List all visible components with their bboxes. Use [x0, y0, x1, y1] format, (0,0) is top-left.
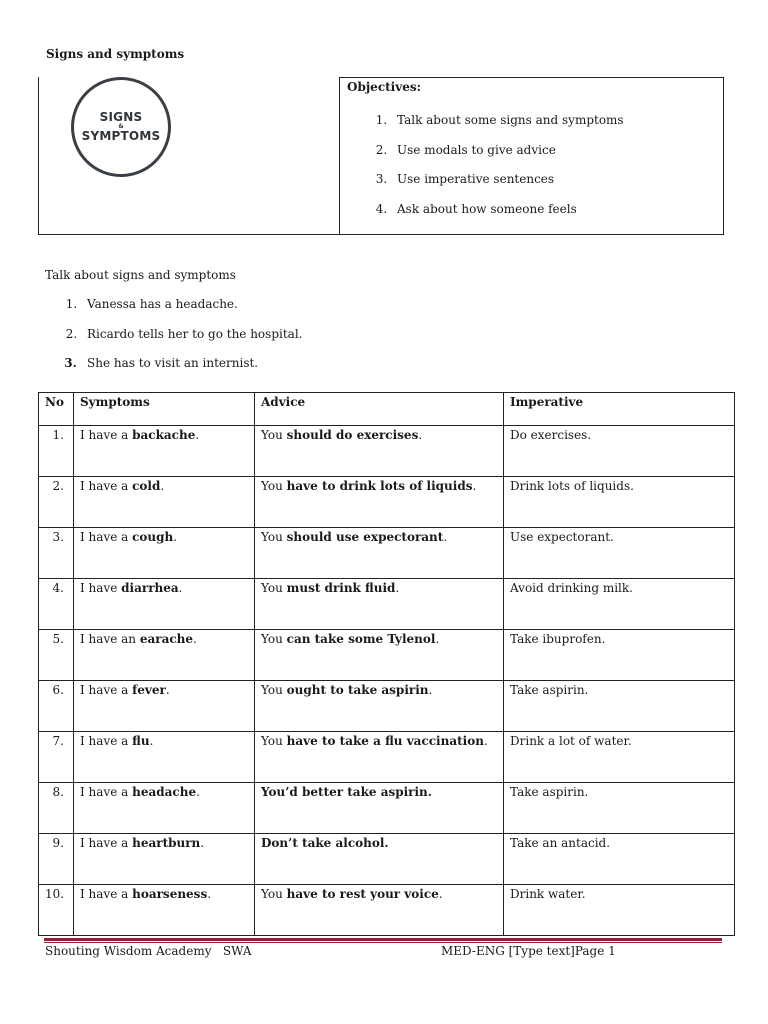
cell-no: 6.	[39, 681, 74, 732]
symptom-keyword: fever	[132, 683, 166, 697]
logo-line1: SIGNS	[99, 110, 143, 125]
table-header-row	[39, 393, 735, 426]
box-divider	[339, 77, 340, 234]
cell-symptom	[74, 579, 255, 630]
cell-no: 1.	[39, 426, 74, 477]
cell-advice	[255, 783, 504, 834]
advice-punct: .	[418, 428, 423, 442]
header-advice: Advice	[255, 393, 504, 426]
header-imperative: Imperative	[504, 393, 735, 426]
symptom-text: I have a	[80, 530, 133, 544]
table-row	[39, 732, 735, 783]
logo-line2: SYMPTOMS	[81, 129, 161, 144]
symptom-punct: .	[178, 581, 183, 595]
symptom-punct: .	[207, 887, 212, 901]
symptom-keyword: backache	[132, 428, 196, 442]
objectives-box	[38, 77, 724, 235]
symptom-punct: .	[193, 632, 197, 646]
footer-rule-thin	[44, 942, 722, 943]
symptom-text: I have	[80, 581, 122, 595]
symptom-text: I have a	[80, 734, 133, 748]
advice-keyword: ought to take aspirin	[286, 683, 429, 697]
table-row	[39, 426, 735, 477]
table-row	[39, 630, 735, 681]
symptom-punct: .	[149, 734, 154, 748]
cell-no: 9.	[39, 834, 74, 885]
objective-item: 2. Use modals to give advice	[391, 143, 717, 157]
header-no: No	[39, 393, 74, 426]
cell-symptom	[74, 528, 255, 579]
footer-rule-thick	[44, 938, 722, 941]
advice-keyword: You’d better take aspirin.	[261, 785, 432, 799]
symptom-keyword: flu	[132, 734, 150, 748]
logo-area	[49, 77, 209, 187]
advice-punct: .	[438, 887, 443, 901]
intro-item: 1. Vanessa has a headache.	[81, 297, 481, 311]
intro-item: 3. She has to visit an internist.	[81, 356, 481, 370]
advice-punct: .	[395, 581, 400, 595]
cell-imperative: Drink lots of liquids.	[504, 477, 735, 528]
objectives-heading: Objectives:	[347, 80, 422, 94]
objectives	[347, 80, 717, 231]
table-row	[39, 885, 735, 936]
advice-punct: .	[483, 734, 488, 748]
symptom-text: I have a	[80, 428, 133, 442]
table-row	[39, 477, 735, 528]
advice-text: You	[261, 479, 287, 493]
symptom-keyword: headache	[132, 785, 197, 799]
advice-keyword: Don’t take alcohol.	[261, 836, 389, 850]
advice-keyword: have to drink lots of liquids	[286, 479, 473, 493]
advice-punct: .	[435, 632, 440, 646]
box-top-border	[339, 77, 724, 78]
symptoms-table	[38, 392, 735, 936]
footer-left: Shouting Wisdom Academy SWA	[45, 944, 252, 958]
cell-advice	[255, 477, 504, 528]
advice-keyword: have to rest your voice	[286, 887, 439, 901]
advice-punct: .	[443, 530, 448, 544]
cell-no: 5.	[39, 630, 74, 681]
cell-advice	[255, 528, 504, 579]
table-row	[39, 681, 735, 732]
symptom-punct: .	[173, 530, 178, 544]
cell-symptom	[74, 885, 255, 936]
objective-item: 3. Use imperative sentences	[391, 172, 717, 186]
advice-keyword: can take some Tylenol	[286, 632, 436, 646]
cell-advice	[255, 834, 504, 885]
cell-no: 7.	[39, 732, 74, 783]
symptom-text: I have a	[80, 683, 133, 697]
advice-text: You	[261, 632, 287, 646]
advice-punct: .	[428, 683, 433, 697]
advice-text: You	[261, 428, 287, 442]
symptom-keyword: cold	[132, 479, 161, 493]
advice-text: You	[261, 581, 287, 595]
advice-keyword: have to take a flu vaccination	[286, 734, 484, 748]
advice-text: You	[261, 887, 287, 901]
cell-imperative: Take ibuprofen.	[504, 630, 735, 681]
table-body	[39, 426, 735, 936]
cell-advice	[255, 630, 504, 681]
cell-imperative: Take aspirin.	[504, 783, 735, 834]
footer-right: MED-ENG [Type text]Page 1	[441, 944, 616, 958]
cell-advice	[255, 885, 504, 936]
advice-text: You	[261, 683, 287, 697]
symptom-text: I have a	[80, 887, 133, 901]
table-row	[39, 834, 735, 885]
signs-symptoms-logo	[71, 77, 171, 177]
symptom-keyword: heartburn	[132, 836, 201, 850]
symptom-keyword: diarrhea	[121, 581, 179, 595]
objectives-list	[347, 113, 717, 216]
cell-imperative: Take an antacid.	[504, 834, 735, 885]
advice-text: You	[261, 734, 287, 748]
table-row	[39, 579, 735, 630]
cell-symptom	[74, 681, 255, 732]
symptom-keyword: earache	[139, 632, 194, 646]
symptom-text: I have a	[80, 836, 133, 850]
cell-advice	[255, 426, 504, 477]
advice-keyword: should do exercises	[286, 428, 419, 442]
table-row	[39, 783, 735, 834]
symptom-keyword: hoarseness	[132, 887, 208, 901]
objective-item: 4. Ask about how someone feels	[391, 202, 717, 216]
symptom-punct: .	[165, 683, 170, 697]
header-symptoms: Symptoms	[74, 393, 255, 426]
symptom-punct: .	[195, 428, 200, 442]
advice-keyword: must drink fluid	[286, 581, 396, 595]
symptom-keyword: cough	[132, 530, 174, 544]
advice-keyword: should use expectorant	[286, 530, 444, 544]
cell-advice	[255, 579, 504, 630]
advice-punct: .	[472, 479, 477, 493]
cell-no: 3.	[39, 528, 74, 579]
table-row	[39, 528, 735, 579]
cell-advice	[255, 732, 504, 783]
symptom-punct: .	[160, 479, 165, 493]
cell-symptom	[74, 732, 255, 783]
cell-advice	[255, 681, 504, 732]
intro-heading: Talk about signs and symptoms	[45, 268, 236, 282]
cell-imperative: Use expectorant.	[504, 528, 735, 579]
cell-imperative: Take aspirin.	[504, 681, 735, 732]
cell-imperative: Drink water.	[504, 885, 735, 936]
cell-no: 4.	[39, 579, 74, 630]
cell-symptom	[74, 477, 255, 528]
objective-item: 1. Talk about some signs and symptoms	[391, 113, 717, 127]
cell-imperative: Do exercises.	[504, 426, 735, 477]
cell-symptom	[74, 834, 255, 885]
cell-no: 8.	[39, 783, 74, 834]
cell-symptom	[74, 426, 255, 477]
intro-list	[45, 297, 481, 386]
intro-item: 2. Ricardo tells her to go the hospital.	[81, 327, 481, 341]
cell-symptom	[74, 630, 255, 681]
cell-imperative: Avoid drinking milk.	[504, 579, 735, 630]
symptom-punct: .	[200, 836, 205, 850]
symptom-text: I have an	[80, 632, 140, 646]
cell-no: 2.	[39, 477, 74, 528]
cell-no: 10.	[39, 885, 74, 936]
page-title: Signs and symptoms	[46, 47, 185, 61]
cell-imperative: Drink a lot of water.	[504, 732, 735, 783]
advice-text: You	[261, 530, 287, 544]
symptom-text: I have a	[80, 479, 133, 493]
logo-amp: &	[118, 122, 124, 130]
symptom-text: I have a	[80, 785, 133, 799]
cell-symptom	[74, 783, 255, 834]
symptom-punct: .	[196, 785, 200, 799]
